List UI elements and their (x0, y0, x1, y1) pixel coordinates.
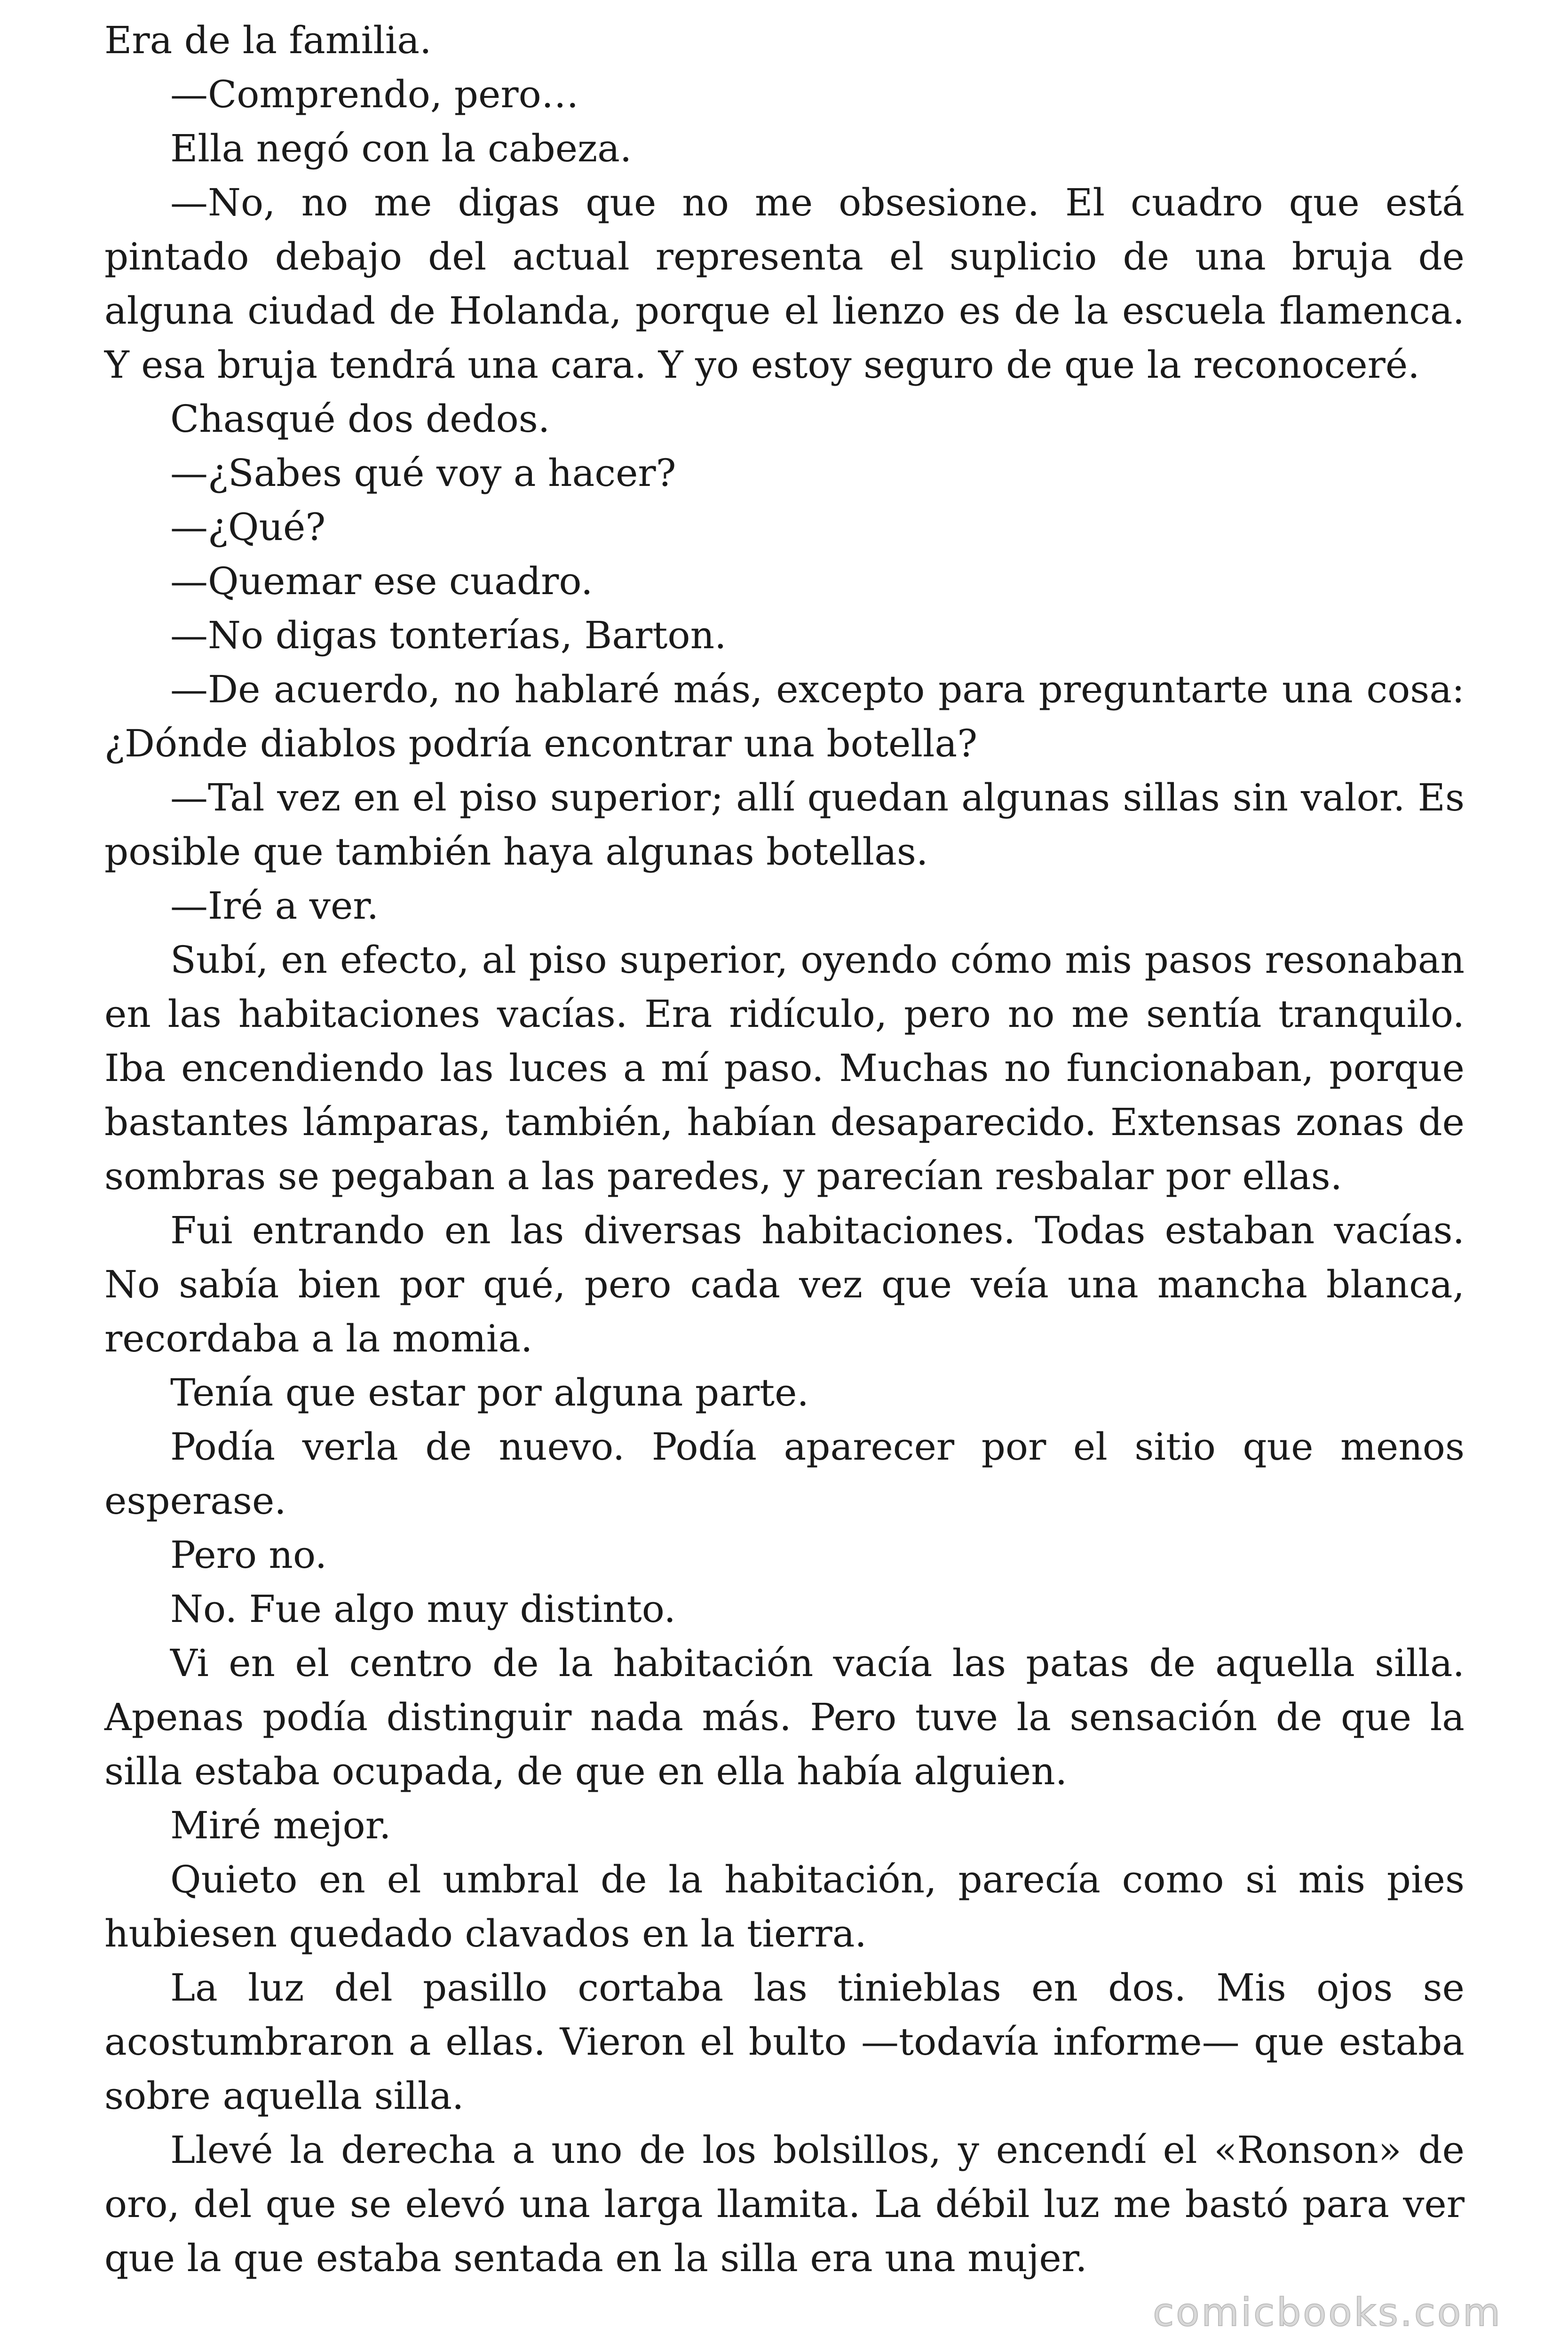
paragraph: —No digas tonterías, Barton. (170, 613, 727, 657)
paragraph: Ella negó con la cabeza. (170, 127, 632, 170)
paragraph: Llevé la derecha a uno de los bolsillos, y encendí el «Ronson» de oro, del que se elevó una larga llamita. La débil luz me bastó para ver que la que estaba sentada en la silla era una mujer. (104, 2128, 1465, 2280)
paragraph: Fui entrando en las diversas habitaciones. Todas estaban vacías. No sabía bien por qué, pero cada vez que veía una mancha blanca, recordaba a la momia. (104, 1208, 1465, 1360)
paragraph: —Quemar ese cuadro. (170, 559, 593, 603)
paragraph: —¿Qué? (170, 505, 326, 549)
paragraph: Pero no. (170, 1533, 327, 1577)
paragraph: Chasqué dos dedos. (170, 397, 550, 441)
watermark-text: comicbooks.com (1153, 2290, 1502, 2335)
paragraph: Quieto en el umbral de la habitación, parecía como si mis pies hubiesen quedado clavados en la tierra. (104, 1858, 1465, 1955)
paragraph: No. Fue algo muy distinto. (170, 1587, 676, 1631)
paragraph: Tenía que estar por alguna parte. (170, 1371, 809, 1414)
paragraph: Podía verla de nuevo. Podía aparecer por el sitio que menos esperase. (104, 1425, 1465, 1523)
paragraph: Vi en el centro de la habitación vacía las patas de aquella silla. Apenas podía distinguir nada más. Pero tuve la sensación de que la silla estaba ocupada, de que en ella había alguien. (104, 1641, 1465, 1793)
paragraph: —Iré a ver. (170, 884, 379, 928)
paragraph: Miré mejor. (170, 1804, 391, 1847)
paragraph: Subí, en efecto, al piso superior, oyendo cómo mis pasos resonaban en las habitaciones vacías. Era ridículo, pero no me sentía tranquilo. Iba encendiendo las luces a mí paso. Muchas no funcionaban, porque bastantes lámparas, también, habían desaparecido. Extensas zonas de sombras se pegaban a las paredes, y parecían resbalar por ellas. (104, 938, 1465, 1198)
paragraph: Era de la familia. (104, 18, 432, 62)
paragraph: —Tal vez en el piso superior; allí quedan algunas sillas sin valor. Es posible que también haya algunas botellas. (104, 776, 1465, 874)
paragraph: —¿Sabes qué voy a hacer? (170, 451, 676, 495)
paragraph: —Comprendo, pero… (170, 72, 579, 116)
paragraph: —De acuerdo, no hablaré más, excepto para preguntarte una cosa: ¿Dónde diablos podría encontrar una botella? (104, 667, 1465, 765)
paragraph: —No, no me digas que no me obsesione. El cuadro que está pintado debajo del actual representa el suplicio de una bruja de alguna ciudad de Holanda, porque el lienzo es de la escuela flamenca. Y esa bruja tendrá una cara. Y yo estoy seguro de que la reconoceré. (104, 181, 1465, 387)
page-body (104, 13, 1465, 2285)
paragraph: La luz del pasillo cortaba las tinieblas en dos. Mis ojos se acostumbraron a ellas. Vieron el bulto —todavía informe— que estaba sobre aquella silla. (104, 1966, 1465, 2118)
